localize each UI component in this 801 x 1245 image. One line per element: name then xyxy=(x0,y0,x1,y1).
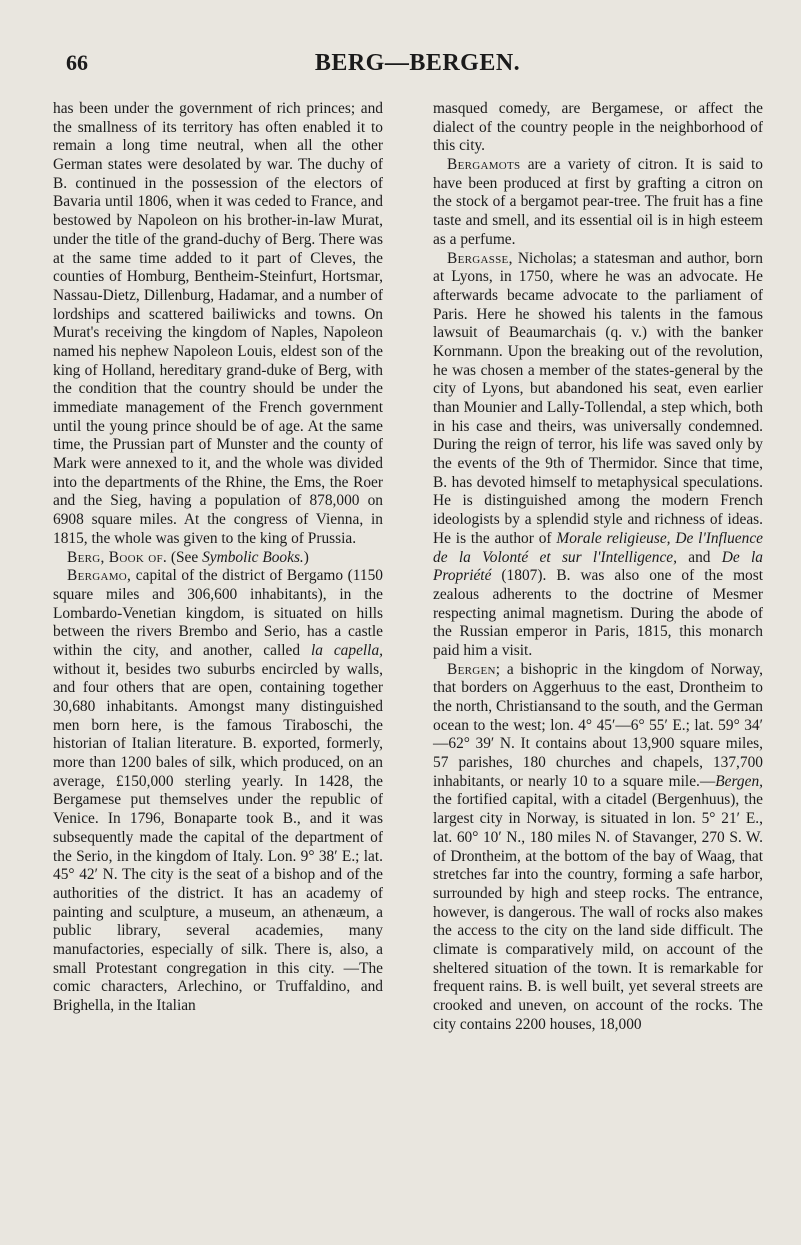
page-header xyxy=(0,50,801,82)
entry-bergamo xyxy=(53,567,383,1016)
entry-bergamo-continued: masqued comedy, are Bergamese, or affect the dialect of the country people in the neighborhood of this city. xyxy=(433,100,763,155)
headword-bergamots: Bergamots xyxy=(447,156,521,174)
cross-reference: Symbolic Books. xyxy=(202,548,304,566)
headword-bergamo: Bergamo, xyxy=(67,567,132,585)
right-column xyxy=(433,100,763,1034)
italic-title: Morale religieuse, De l'Influence de la Volonté et sur l'Intelligence, xyxy=(433,529,763,566)
italic-term: la capella, xyxy=(310,641,383,659)
entry-text: ) xyxy=(303,548,309,566)
entry-text: (See xyxy=(167,548,203,566)
entry-text: are a variety of citron. It is said to have been produced at first by grafting a citron on the stock of a bergamot pear-tree. The fruit has a fine taste and smell, and its essential oil is in high esteem as a perfume. xyxy=(433,156,763,248)
headword-bergen: Bergen xyxy=(447,660,496,678)
headword-bergasse: Bergasse, xyxy=(447,249,513,267)
italic-term: Bergen, xyxy=(715,772,763,790)
entry-berg-continued: has been under the government of rich princes; and the smallness of its territory has often enabled it to remain a long time neutral, when all the other German states were desolated by war. The duchy of B. continued in the possession of the electors of Bavaria until 1806, when it was ceded to France, and bestowed by Napoleon on his brother-in-law Murat, under the title of the grand-duchy of Berg. There was at the same time added to it part of Cleves, the counties of Homburg, Bentheim-Steinfurt, Hortsmar, Nassau-Dietz, Dillenburg, Hadamar, and a number of lordships and scattered bailiwicks and towns. On Murat's receiving the kingdom of Naples, Napoleon named his nephew Napoleon Louis, eldest son of the king of Holland, hereditary grand-duke of Berg, with the condition that the country should be under the immediate management of the French government until the young prince should be of age. At the same time, the Prussian part of Munster and the county of Mark were annexed to it, and the whole was divided into the departments of the Rhine, the Ems, the Roer and the Sieg, having a population of 878,000 on 6908 square miles. At the congress of Vienna, in 1815, the whole was given to the king of Prussia. xyxy=(53,100,383,547)
italic-title: De la Propriété xyxy=(433,548,763,585)
entry-text: capital of the district of Bergamo (1150 square miles and 306,600 inhabitants), in the Lombardo-Venetian kingdom, is situated on hills between the rivers Brembo and Serio, has a castle within the city, and another, called xyxy=(53,567,383,659)
entry-text: the fortified capital, with a citadel (Bergenhuus), the largest city in Norway, is situated in lon. 5° 21′ E., lat. 60° 10′ N., 180 miles N. of Stavanger, 270 S. W. of Drontheim, at the bottom of the bay of Waag, that stretches far into the country, forming a safe harbor, surrounded by high and steep rocks. The entrance, however, is dangerous. The wall of rocks also makes the access to the city on the land side difficult. The climate is comparatively mild, on account of the sheltered situation of the town. It is remarkable for frequent rains. B. is well built, yet several streets are crooked and uneven, on account of the rocks. The city contains 2200 houses, 18,000 xyxy=(433,791,763,1033)
entry-text: (1807). B. was also one of the most zealous adherents to the doctrine of Mesmer respecting animal magnetism. During the abode of the Russian emperor in Paris, 1815, this monarch paid him a visit. xyxy=(433,567,763,659)
page-number: 66 xyxy=(66,50,88,75)
headword-berg-book: Berg, Book of. xyxy=(67,548,168,566)
entry-text: Nicholas; a statesman and author, born at Lyons, in 1750, where he was an advocate. He afterwards became advocate to the parliament of Paris. Here he showed his talents in the famous lawsuit of Beaumarchais (q. v.) with the banker Kornmann. Upon the breaking out of the revolution, he was chosen a member of the states-general by the city of Lyons, but abandoned his seat, even earlier than Mounier and Lally-Tollendal, a step which, both in his case and theirs, was universally condemned. During the reign of terror, his life was saved only by the events of the 9th of Thermidor. Since that time, B. has devoted himself to metaphysical speculations. He is distinguished among the modern French ideologists by a splendid style and richness of ideas. He is the author of xyxy=(433,249,763,547)
entry-text: without it, besides two suburbs encircled by walls, and four others that are open, containing together 30,680 inhabitants. Amongst many distinguished men born here, is the famous Tiraboschi, the historian of Italian literature. B. exported, formerly, more than 1200 bales of silk, which produced, on an average, £150,000 sterling yearly. In 1428, the Bergamese put themselves under the republic of Venice. In 1796, Bonaparte took B., and it was subsequently made the capital of the department of the Serio, in the kingdom of Italy. Lon. 9° 38′ E.; lat. 45° 42′ N. The city is the seat of a bishop and of the authorities of the district. It has an academy of painting and sculpture, a museum, an athenæum, a public library, several academies, many manufactories, especially of silk. There is, also, a small Protestant congregation in this city. —The comic characters, Arlechino, or Truffaldino, and Brighella, in the Italian xyxy=(53,660,383,1014)
entry-bergasse xyxy=(433,250,763,661)
entry-text: and xyxy=(676,548,722,566)
entry-bergen xyxy=(433,661,763,1035)
left-column xyxy=(53,100,383,1016)
entry-text: ; a bishopric in the kingdom of Norway, that borders on Aggerhuus to the east, Drontheim to the north, Christiansand to the south, and the German ocean to the west; lon. 4° 45′—6° 55′ E.; lat. 59° 34′—62° 39′ N. It contains about 13,900 square miles, 57 parishes, 180 churches and chapels, 137,700 inhabitants, or nearly 10 to a square mile.— xyxy=(433,660,763,790)
entry-berg-book xyxy=(53,549,383,568)
running-head: BERG—BERGEN. xyxy=(314,50,521,76)
entry-bergamots xyxy=(433,156,763,249)
